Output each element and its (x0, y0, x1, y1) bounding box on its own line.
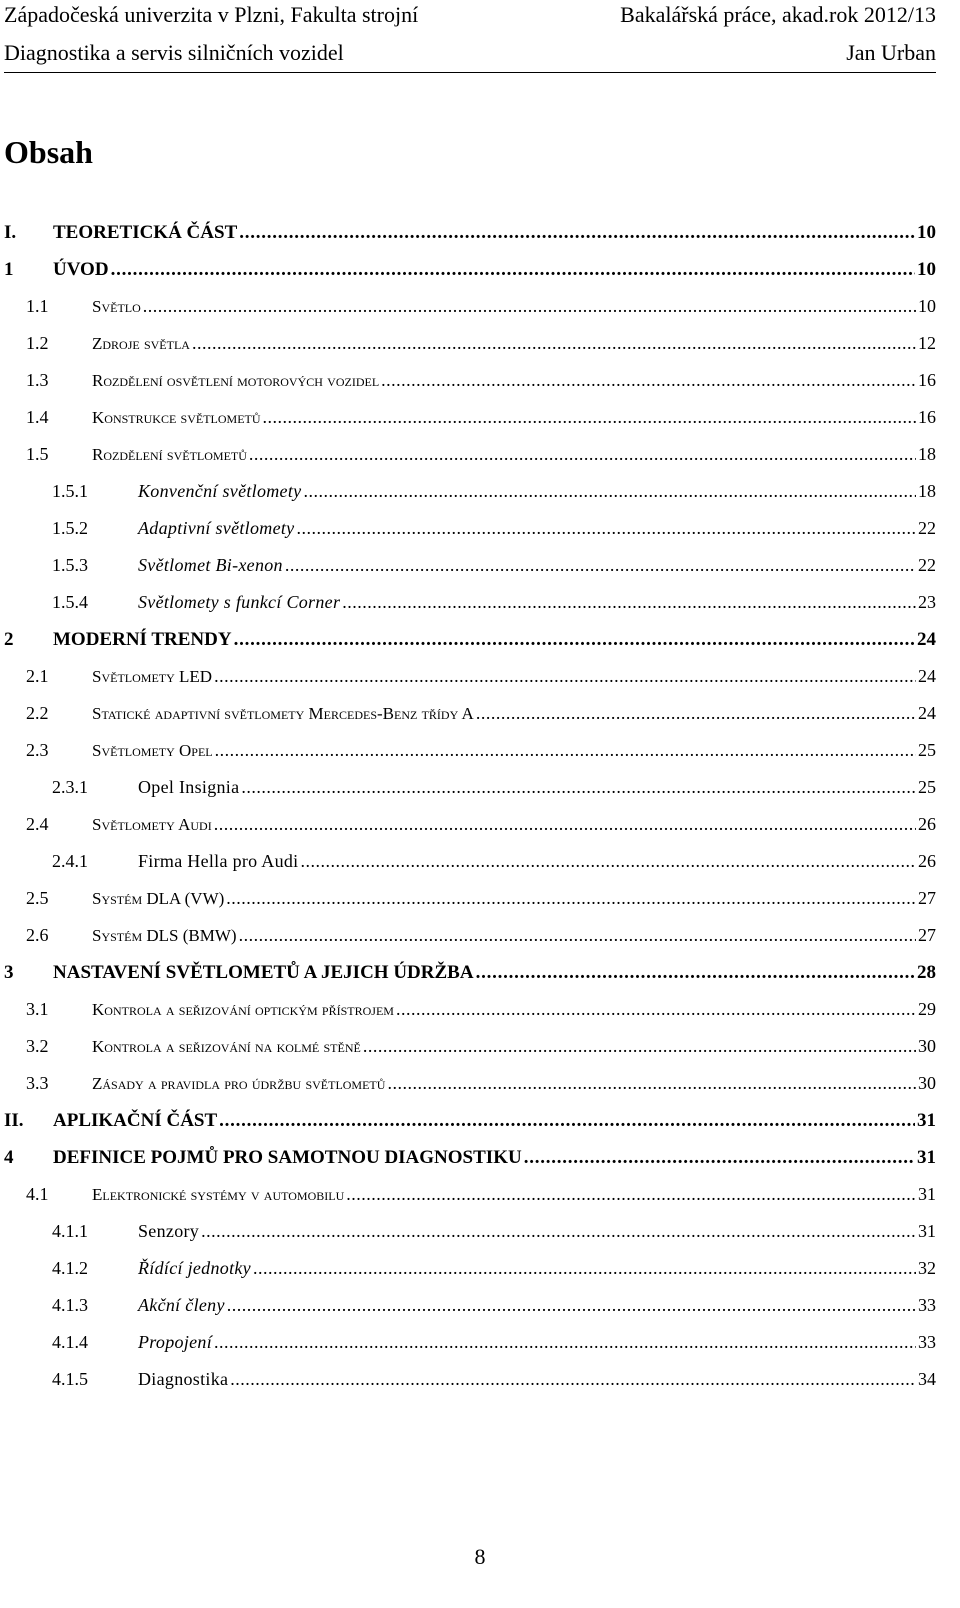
toc-page: 30 (918, 1073, 936, 1093)
toc-title: Opel Insignia (138, 777, 240, 797)
toc-number: 1.5.4 (52, 592, 88, 612)
toc-number: 4.1.3 (52, 1295, 88, 1315)
toc-leader (143, 296, 916, 317)
toc-page: 10 (917, 222, 936, 243)
toc-number: 3 (4, 962, 14, 983)
toc-title: Adaptivní světlomety (138, 518, 295, 538)
toc-title: APLIKAČNÍ ČÁST (53, 1110, 218, 1131)
toc-title: Kontrola a seřizování optickým přístrojem (92, 1000, 394, 1019)
toc-number: 1.5 (26, 444, 49, 464)
header-author: Jan Urban (846, 40, 936, 65)
toc-page: 27 (918, 888, 936, 908)
toc-page: 30 (918, 1036, 936, 1056)
toc-title: Systém DLA (VW) (92, 889, 225, 908)
toc-number: 1.2 (26, 333, 49, 353)
toc-entry[interactable] (4, 1147, 936, 1184)
toc-number: 2.5 (26, 888, 49, 908)
toc-entry[interactable] (4, 333, 936, 370)
toc-page: 31 (917, 1110, 936, 1131)
toc-entry[interactable] (4, 925, 936, 962)
toc-number: I. (4, 222, 17, 243)
toc-page: 10 (918, 296, 936, 316)
toc-page: 22 (918, 518, 936, 538)
toc-leader (239, 925, 916, 946)
toc-title: Světlomety LED (92, 667, 213, 686)
toc-leader (234, 629, 915, 651)
toc-leader (192, 333, 916, 354)
toc-page: 25 (918, 777, 936, 797)
toc-leader (214, 814, 916, 835)
toc-entry[interactable] (4, 1073, 936, 1110)
toc-number: 2.3 (26, 740, 49, 760)
toc-title: Světlomety Audi (92, 815, 212, 834)
toc-title: Zásady a pravidla pro údržbu světlometů (92, 1074, 386, 1093)
toc-number: 2.4.1 (52, 851, 88, 871)
toc-title: TEORETICKÁ ČÁST (53, 222, 238, 243)
toc-title: Kontrola a seřizování na kolmé stěně (92, 1037, 361, 1056)
toc-entry[interactable] (4, 777, 936, 814)
toc-number: 4.1 (26, 1184, 49, 1204)
toc-leader (249, 444, 916, 465)
toc-number: 2.1 (26, 666, 49, 686)
toc-title: Elektronické systémy v automobilu (92, 1185, 345, 1204)
header-rule (4, 72, 936, 73)
toc-entry[interactable] (4, 629, 936, 666)
toc-page: 24 (917, 629, 936, 650)
toc-number: 1.3 (26, 370, 49, 390)
toc-entry[interactable] (4, 592, 936, 629)
toc-number: 4.1.4 (52, 1332, 88, 1352)
toc-leader (239, 222, 915, 244)
toc-entry[interactable] (4, 851, 936, 888)
toc-number: 3.3 (26, 1073, 49, 1093)
toc-number: 2.6 (26, 925, 49, 945)
toc-page: 32 (918, 1258, 936, 1278)
toc-leader (296, 518, 916, 539)
toc-leader (346, 1184, 916, 1205)
toc-number: 2 (4, 629, 14, 650)
toc-leader (227, 1295, 916, 1316)
toc-page: 33 (918, 1332, 936, 1352)
toc-entry[interactable] (4, 296, 936, 333)
toc-leader (111, 259, 915, 281)
toc-entry[interactable] (4, 1110, 936, 1147)
toc-title: Rozdělení světlometů (92, 445, 247, 464)
toc-leader (387, 1073, 916, 1094)
toc-entry[interactable] (4, 1369, 936, 1406)
toc-page: 28 (917, 962, 936, 983)
toc-leader (303, 481, 916, 502)
page-number: 8 (474, 1544, 486, 1569)
toc-page: 22 (918, 555, 936, 575)
toc-leader (476, 962, 915, 984)
toc-page: 24 (918, 703, 936, 723)
toc-number: 4.1.5 (52, 1369, 88, 1389)
toc-entry[interactable] (4, 703, 936, 740)
toc-title: Řídící jednotky (138, 1258, 251, 1278)
header-university: Západočeská univerzita v Plzni, Fakulta strojní (4, 2, 419, 27)
toc-number: 1.5.2 (52, 518, 88, 538)
toc-page: 29 (918, 999, 936, 1019)
toc-leader (476, 703, 916, 724)
toc-entry[interactable] (4, 1184, 936, 1221)
table-of-contents (4, 222, 936, 1406)
toc-title: Zdroje světla (92, 334, 190, 353)
toc-entry[interactable] (4, 1332, 936, 1369)
toc-title: Rozdělení osvětlení motorových vozidel (92, 371, 380, 390)
toc-entry[interactable] (4, 222, 936, 259)
toc-title: Světlomety Opel (92, 741, 213, 760)
toc-leader (201, 1221, 916, 1242)
toc-title: DEFINICE POJMŮ PRO SAMOTNOU DIAGNOSTIKU (53, 1147, 522, 1168)
toc-page: 31 (917, 1147, 936, 1168)
toc-leader (214, 666, 916, 687)
toc-entry[interactable] (4, 444, 936, 481)
toc-entry[interactable] (4, 666, 936, 703)
toc-number: 3.1 (26, 999, 49, 1019)
toc-number: 4 (4, 1147, 14, 1168)
toc-number: 2.2 (26, 703, 49, 723)
toc-leader (381, 370, 916, 391)
toc-number: 1 (4, 259, 14, 280)
toc-leader (241, 777, 916, 798)
toc-page: 10 (917, 259, 936, 280)
toc-page: 18 (918, 444, 936, 464)
toc-number: 1.5.1 (52, 481, 88, 501)
toc-entry[interactable] (4, 740, 936, 777)
toc-page: 27 (918, 925, 936, 945)
toc-number: 3.2 (26, 1036, 49, 1056)
toc-leader (253, 1258, 916, 1279)
header-row-top (4, 2, 936, 28)
toc-leader (214, 1332, 916, 1353)
toc-page: 16 (918, 407, 936, 427)
toc-page: 34 (918, 1369, 936, 1389)
toc-title: Konstrukce světlometů (92, 408, 261, 427)
toc-page: 16 (918, 370, 936, 390)
toc-number: 2.4 (26, 814, 49, 834)
toc-title: Statické adaptivní světlomety Mercedes-Benz třídy A (92, 704, 474, 723)
toc-title: Systém DLS (BMW) (92, 926, 237, 945)
toc-entry[interactable] (4, 518, 936, 555)
toc-title: ÚVOD (53, 259, 109, 280)
toc-title: Světlomety s funkcí Corner (138, 592, 341, 612)
toc-leader (396, 999, 916, 1020)
toc-entry[interactable] (4, 1221, 936, 1258)
toc-entry[interactable] (4, 962, 936, 999)
toc-entry[interactable] (4, 481, 936, 518)
toc-leader (230, 1369, 916, 1390)
toc-title: Senzory (138, 1221, 200, 1241)
header-thesis-info: Bakalářská práce, akad.rok 2012/13 (620, 2, 936, 27)
toc-leader (342, 592, 916, 613)
toc-page: 23 (918, 592, 936, 612)
toc-page: 24 (918, 666, 936, 686)
toc-title: Konvenční světlomety (138, 481, 302, 501)
toc-title: NASTAVENÍ SVĚTLOMETŮ A JEJICH ÚDRŽBA (53, 962, 474, 983)
toc-page: 26 (918, 851, 936, 871)
toc-page: 12 (918, 333, 936, 353)
toc-leader (215, 740, 916, 761)
toc-title: Světlomet Bi-xenon (138, 555, 283, 575)
toc-page: 25 (918, 740, 936, 760)
toc-title: Firma Hella pro Audi (138, 851, 299, 871)
toc-number: 1.1 (26, 296, 49, 316)
toc-number: 4.1.1 (52, 1221, 88, 1241)
header-field: Diagnostika a servis silničních vozidel (4, 40, 344, 65)
toc-page: 31 (918, 1184, 936, 1204)
toc-number: 4.1.2 (52, 1258, 88, 1278)
toc-title: Akční členy (138, 1295, 225, 1315)
toc-number: 2.3.1 (52, 777, 88, 797)
toc-title: Propojení (138, 1332, 213, 1352)
toc-title: Světlo (92, 297, 141, 316)
toc-leader (219, 1110, 915, 1132)
header-row-bottom (4, 40, 936, 66)
toc-entry[interactable] (4, 814, 936, 851)
toc-title: Diagnostika (138, 1369, 229, 1389)
toc-leader (300, 851, 916, 872)
page-title: Obsah (4, 134, 93, 170)
toc-entry[interactable] (4, 407, 936, 444)
toc-page: 18 (918, 481, 936, 501)
toc-title: MODERNÍ TRENDY (53, 629, 232, 650)
toc-entry[interactable] (4, 555, 936, 592)
toc-leader (524, 1147, 915, 1169)
toc-number: 1.4 (26, 407, 49, 427)
toc-page: 26 (918, 814, 936, 834)
toc-page: 33 (918, 1295, 936, 1315)
toc-number: 1.5.3 (52, 555, 88, 575)
toc-leader (363, 1036, 916, 1057)
toc-page: 31 (918, 1221, 936, 1241)
toc-leader (263, 407, 916, 428)
toc-entry[interactable] (4, 370, 936, 407)
toc-entry[interactable] (4, 999, 936, 1036)
toc-entry[interactable] (4, 259, 936, 296)
toc-entry[interactable] (4, 1036, 936, 1073)
toc-number: II. (4, 1110, 24, 1131)
toc-entry[interactable] (4, 888, 936, 925)
toc-entry[interactable] (4, 1295, 936, 1332)
toc-entry[interactable] (4, 1258, 936, 1295)
toc-leader (285, 555, 916, 576)
toc-leader (226, 888, 916, 909)
